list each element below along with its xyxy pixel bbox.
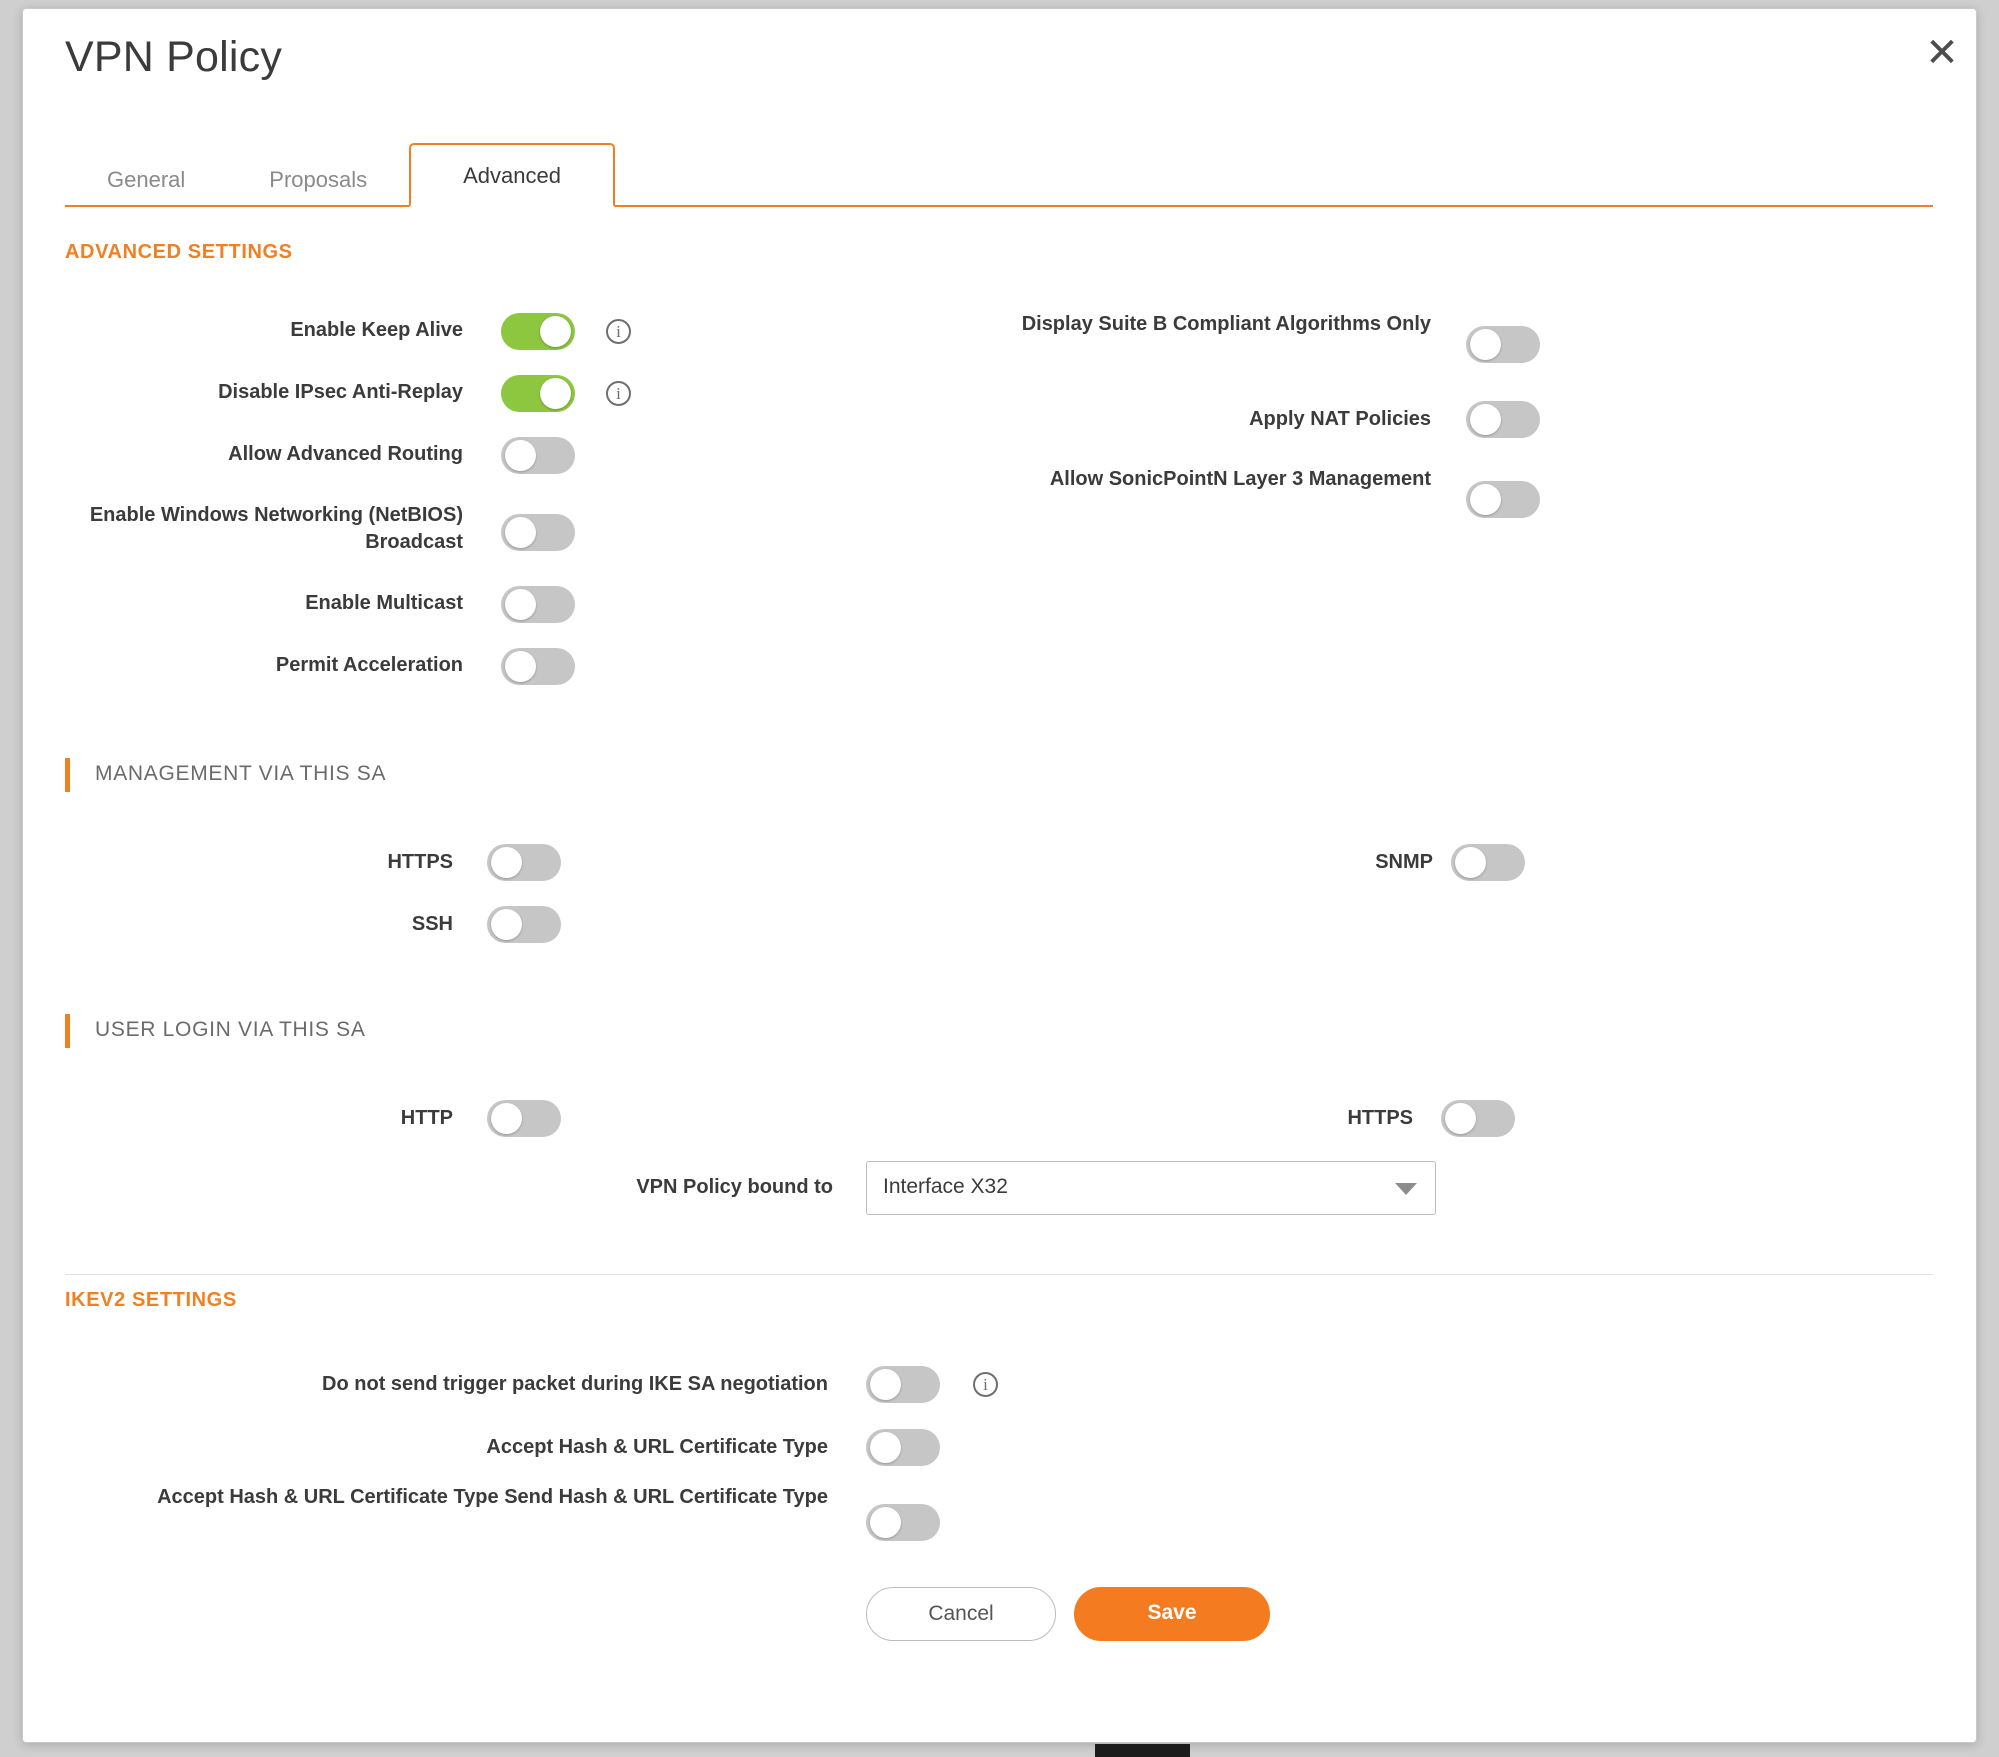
toggle-allow-sonicpointn-layer3-management[interactable] [1466, 481, 1540, 518]
label-disable-ipsec-anti-replay: Disable IPsec Anti-Replay [218, 381, 463, 403]
label-accept-hash-url-certificate-type: Accept Hash & URL Certificate Type [486, 1436, 828, 1458]
toggle-apply-nat-policies[interactable] [1466, 401, 1540, 438]
toggle-user-login-https[interactable] [1441, 1100, 1515, 1137]
label-accept-send-hash-url-certificate-type: Accept Hash & URL Certificate Type Send Hash & URL Certificate Type [157, 1486, 828, 1508]
label-apply-nat-policies: Apply NAT Policies [1249, 408, 1431, 430]
toggle-enable-multicast[interactable] [501, 586, 575, 623]
vpn-policy-bound-to-value: Interface X32 [883, 1175, 1008, 1198]
tab-bar [65, 145, 1933, 207]
label-management-ssh: SSH [411, 913, 453, 935]
toggle-disable-ipsec-anti-replay[interactable] [501, 375, 575, 412]
label-user-login-https: HTTPS [1347, 1107, 1413, 1129]
toggle-allow-advanced-routing[interactable] [501, 437, 575, 474]
toggle-management-ssh[interactable] [487, 906, 561, 943]
label-management-snmp: SNMP [1375, 851, 1433, 873]
taskbar-indicator [1095, 1744, 1190, 1757]
label-do-not-send-trigger-packet: Do not send trigger packet during IKE SA negotiation [322, 1373, 828, 1395]
label-user-login-http: HTTP [400, 1107, 453, 1129]
page-title: VPN Policy [65, 33, 283, 81]
tab-advanced[interactable]: Advanced [409, 143, 615, 207]
toggle-management-https[interactable] [487, 844, 561, 881]
info-icon-do-not-send-trigger-packet[interactable]: i [973, 1372, 998, 1397]
toggle-do-not-send-trigger-packet[interactable] [866, 1366, 940, 1403]
label-allow-advanced-routing: Allow Advanced Routing [228, 443, 463, 465]
toggle-user-login-http[interactable] [487, 1100, 561, 1137]
tab-proposals[interactable]: Proposals [269, 167, 368, 192]
toggle-accept-send-hash-url-certificate-type[interactable] [866, 1504, 940, 1541]
save-button[interactable]: Save [1074, 1587, 1270, 1641]
label-allow-sonicpointn-layer3-management: Allow SonicPointN Layer 3 Management [1049, 468, 1431, 490]
divider [65, 1274, 1933, 1275]
info-icon-disable-ipsec-anti-replay[interactable]: i [606, 381, 631, 406]
toggle-permit-acceleration[interactable] [501, 648, 575, 685]
section-ikev2-settings: IKEV2 SETTINGS [65, 1289, 237, 1311]
vpn-policy-bound-to-select[interactable] [866, 1161, 1436, 1215]
toggle-enable-keep-alive[interactable] [501, 313, 575, 350]
toggle-display-suite-b-compliant-algorithms-only[interactable] [1466, 326, 1540, 363]
label-enable-multicast: Enable Multicast [305, 592, 463, 614]
label-management-https: HTTPS [387, 851, 453, 873]
vpn-policy-dialog [22, 8, 1977, 1743]
chevron-down-icon [1395, 1183, 1417, 1195]
toggle-management-snmp[interactable] [1451, 844, 1525, 881]
label-enable-keep-alive: Enable Keep Alive [290, 319, 463, 341]
label-permit-acceleration: Permit Acceleration [275, 654, 463, 676]
section-advanced-settings: ADVANCED SETTINGS [65, 241, 293, 263]
info-icon-enable-keep-alive[interactable]: i [606, 319, 631, 344]
label-vpn-policy-bound-to: VPN Policy bound to [636, 1176, 833, 1198]
label-enable-windows-networking-broadcast: Enable Windows Networking (NetBIOS) Broadcast [89, 504, 463, 553]
section-management-via-sa: MANAGEMENT VIA THIS SA [65, 762, 386, 786]
tab-general[interactable]: General [107, 167, 186, 192]
toggle-enable-windows-networking-broadcast[interactable] [501, 514, 575, 551]
section-user-login-via-sa: USER LOGIN VIA THIS SA [65, 1018, 366, 1042]
close-icon[interactable]: ✕ [1925, 30, 1959, 76]
label-display-suite-b-compliant-algorithms-only: Display Suite B Compliant Algorithms Only [1021, 313, 1431, 335]
toggle-accept-hash-url-certificate-type[interactable] [866, 1429, 940, 1466]
cancel-button[interactable]: Cancel [866, 1587, 1056, 1641]
